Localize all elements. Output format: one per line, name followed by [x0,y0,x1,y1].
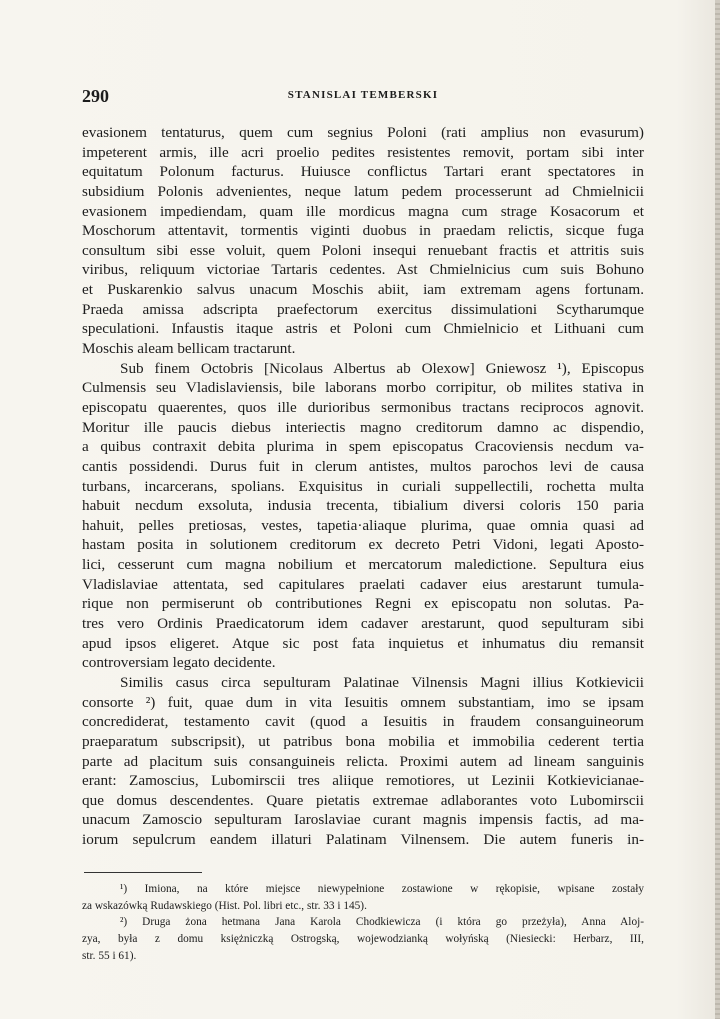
scan-edge [715,0,720,1019]
footnote-line: str. 55 i 61). [82,949,137,962]
text-line: controversiam legato decidente. [82,654,276,672]
text-line: iorum sepulcrum eandem illaturi Palatinam Vilnensem. Die autem funeris in- [82,831,644,849]
footnote-line: ²) Druga żona hetmana Jana Karola Chodkiewicza (i która go przeżyła), Anna Aloj- [120,916,644,929]
text-line: viribus, reliquum victoriae Tartaris cedentes. Ast Chmielnicius cum suis Bohuno [82,261,644,279]
text-line: Praeda amissa adscripta praefectorum exercitus dissimulationi Scytharumque [82,300,644,318]
text-line: que domus descendentes. Quare pietatis extremae adlaborantes voto Lubomirscii [82,791,644,809]
text-line: Culmensis seu Vladislaviensis, bile laborans morbo corripitur, ob milites stativa in [82,379,644,397]
text-line: cantis possidendi. Durus fuit in clerum antistes, multos parochos levi de causa [82,457,644,475]
footnote-line: ¹) Imiona, na które miejsce niewypełnione zostawione w rękopisie, wpisane zostały [120,883,644,895]
text-line: et Puskarenkio salvus unacum Moschis abiit, iam extremam agens fortunam. [82,281,644,299]
text-line: turbans, incarcerans, spolians. Exquisitus in curiali suppellectili, rochetta multa [82,477,644,495]
text-line: episcopatu quaerentes, quos ille durioribus sermonibus tractans reciprocos agnovit. [82,398,644,416]
text-line: evasionem tentaturus, quem cum segnius Poloni (rati amplius non evasurum) [82,124,644,141]
text-line: subsidium Polonis advenientes, neque latum pedem processerunt ad Chmielnicii [82,182,644,200]
text-line: Moschis aleam bellicam tractarunt. [82,340,296,358]
text-line: concrediderat, testamento cavit (quod a Iesuitis in fraudem consanguineorum [82,713,644,731]
text-line: parte ad placitum suis consanguineis relicta. Proximi autem ad lineam sanguinis [82,752,644,770]
main-text [82,123,644,850]
footnotes [82,881,644,964]
text-line: Vladislaviae attentata, sed capitulares praelati cadaver eius arestarunt tumula- [82,575,644,593]
text-line: Moritur ille paucis diebus interiectis magno creditorum damno ac dispendio, [82,418,644,436]
footnote-rule [84,872,202,873]
text-line: tres vero Ordinis Praedicatorum idem cadaver arestarunt, quod sepulturam sibi [82,615,644,633]
text-line: evasionem impediendam, quam ille mordicus magna cum strage Kosacorum et [82,202,644,220]
text-line: speculationi. Infaustis itaque astris et Poloni cum Chmielnicio et Lithuani cum [82,320,644,338]
text-line: apud ipsos eligeret. Atque sic post fata inquietus et inhumatus diu remansit [82,634,644,652]
running-head: STANISLAI TEMBERSKI [287,89,439,101]
page-header [82,86,644,106]
text-line: Similis casus circa sepulturam Palatinae Vilnensis Magni illius Kotkievicii [120,673,644,691]
page-number: 290 [82,86,109,106]
footnote-line: zya, była z domu księżniczką Ostrogską, wojewodzianką wołyńską (Niesiecki: Herbarz, III, [82,933,644,946]
text-line: Sub finem Octobris [Nicolaus Albertus ab Olexow] Gniewosz ¹), Episcopus [120,359,644,377]
text-line: a quibus contraxit debita plurima in spem episcopatus Cracoviensis necdum va- [82,438,644,456]
text-line: erant: Zamoscius, Lubomirscii tres aliique remotiores, ut Lezinii Kotkievicianae- [82,772,644,790]
text-line: hastam posita in solutionem creditorum ex decreto Petri Vidoni, legati Aposto- [82,536,644,554]
text-line: unacum Zamoscio sepulturam Iaroslaviae curant magnis impensis factis, ad ma- [82,811,644,829]
text-line: consorte ²) fuit, quae dum in vita Iesuitis omnem substantiam, imo se ipsam [82,693,644,711]
text-line: impeterent armis, ille acri proelio pedites resistentes removit, portam sibi inter [82,143,644,161]
text-line: habuit necdum exsoluta, indusia trecenta, tibialium diversi coloris 150 paria [82,497,644,515]
text-line: consultum sibi esse voluit, quem Poloni insequi renuebant fractis et attritis suis [82,241,644,259]
text-line: equitatum Polonum facturus. Huiusce conflictus Tartari erant spectatores in [82,163,644,181]
text-line: hahuit, pelles pretiosas, vestes, tapetia·aliaque plurima, quae omnia quasi ad [82,516,644,534]
text-line: rique non permiserunt ob contributiones Regni ex episcopatu non solutas. Pa- [82,595,644,613]
text-line: lici, cesserunt cum magna nobilium et mercatorum maledictione. Sepultura eius [82,556,644,574]
footnote-line: za wskazówką Rudawskiego (Hist. Pol. libri etc., str. 33 i 145). [82,899,367,912]
text-line: Moschorum attentavit, tormentis viginti duobus in praedam relictis, sicque fuga [82,222,644,240]
text-line: praeparatum subscripsit), ut patribus bona mobilia et immobilia cederent tertia [82,732,644,750]
